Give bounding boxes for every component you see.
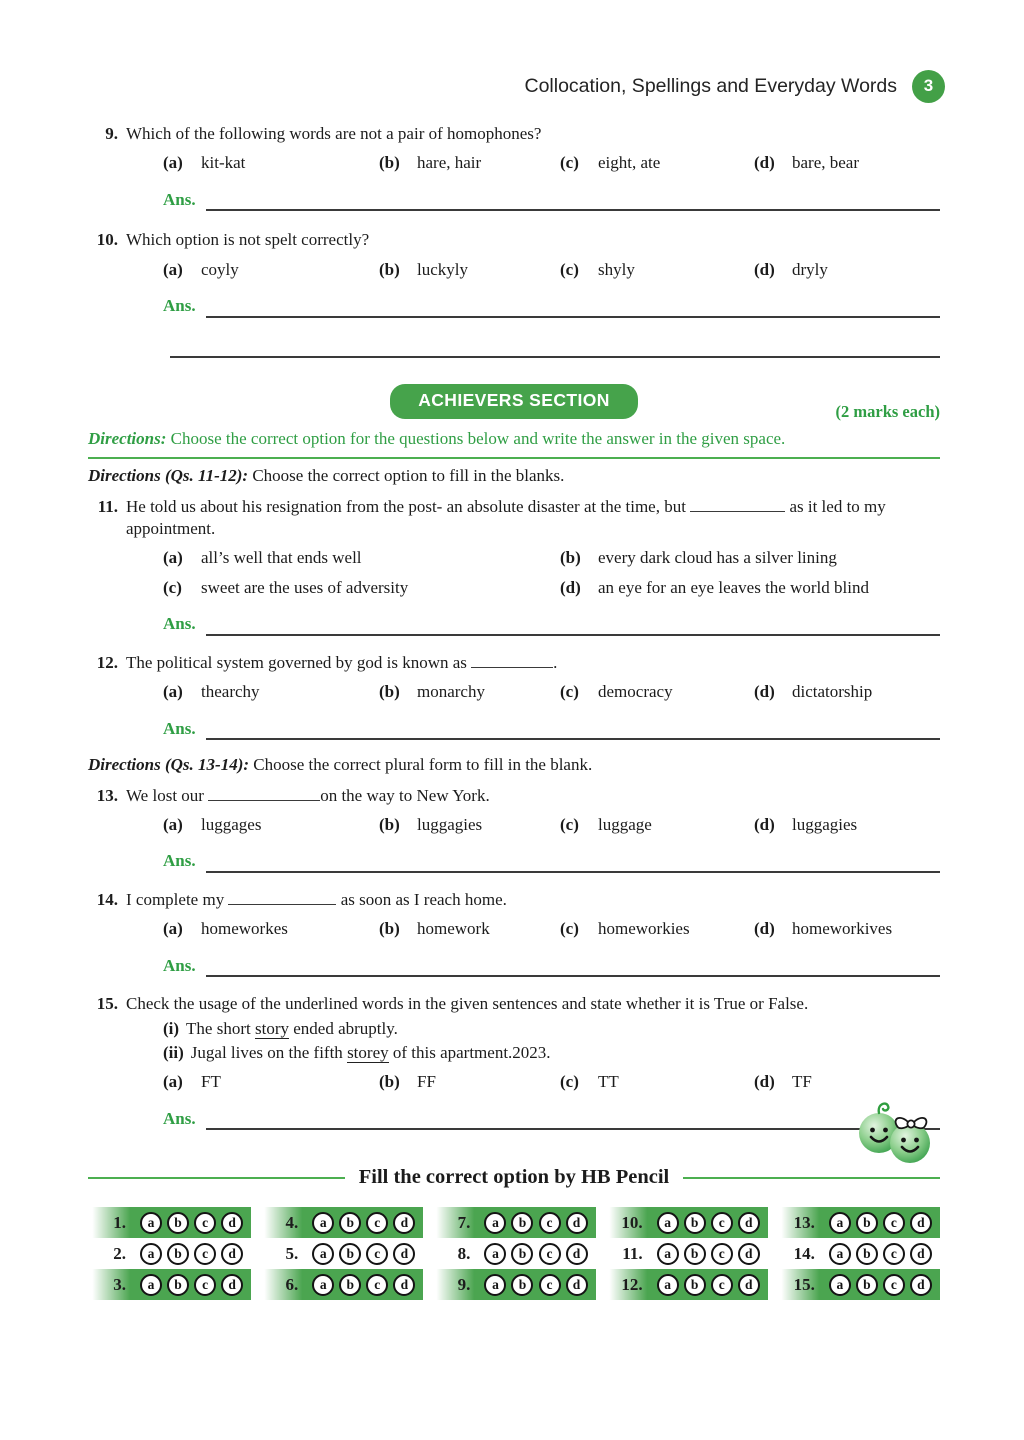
omr-row xyxy=(88,1238,251,1269)
answer-line xyxy=(206,620,940,636)
option-label: (d) xyxy=(560,577,581,597)
omr-bubble-a: a xyxy=(829,1274,851,1296)
answer-row xyxy=(163,189,940,211)
question-10 xyxy=(88,229,940,323)
answer-continuation-line xyxy=(170,356,940,358)
omr-group xyxy=(777,1207,940,1300)
fill-blank xyxy=(471,652,553,667)
omr-bubble-row xyxy=(304,1207,423,1238)
option-label: (b) xyxy=(379,682,400,702)
omr-question-number: 15. xyxy=(777,1269,821,1300)
omr-question-number: 6. xyxy=(260,1269,304,1300)
omr-bubble-a: a xyxy=(657,1243,679,1265)
option xyxy=(379,259,560,281)
omr-question-number: 2. xyxy=(113,1243,126,1263)
option xyxy=(754,152,940,174)
answer-line xyxy=(206,961,940,977)
omr-bubble-row xyxy=(476,1269,595,1300)
question-text: Which of the following words are not a pair of homophones? xyxy=(126,124,542,143)
page-header xyxy=(0,0,1024,103)
omr-bubble-row xyxy=(132,1269,251,1300)
fill-blank xyxy=(690,496,785,511)
option xyxy=(560,814,754,836)
omr-bubble-d: d xyxy=(738,1212,760,1234)
option xyxy=(560,1071,754,1093)
option xyxy=(163,681,379,703)
option xyxy=(163,152,379,174)
directions-label: Directions: xyxy=(88,428,167,448)
omr-bubble-b: b xyxy=(856,1212,878,1234)
option-text: homeworkives xyxy=(792,919,893,939)
omr-question-number: 11. xyxy=(622,1243,643,1263)
answer-line xyxy=(206,195,940,211)
omr-bubble-b: b xyxy=(684,1243,706,1265)
question-options xyxy=(163,814,940,836)
answer-row xyxy=(163,295,940,317)
omr-bubble-c: c xyxy=(539,1243,561,1265)
omr-bubble-c: c xyxy=(194,1274,216,1296)
question-body xyxy=(126,652,940,746)
omr-question-number: 4. xyxy=(260,1207,304,1238)
option xyxy=(379,814,560,836)
sub-sentence-i xyxy=(163,1018,940,1040)
omr-bubble-row xyxy=(132,1207,251,1238)
option xyxy=(560,259,754,281)
question-body xyxy=(126,889,940,983)
omr-bubble-c: c xyxy=(539,1212,561,1234)
option-text: dryly xyxy=(792,259,828,279)
option-label: (d) xyxy=(754,1072,775,1092)
option xyxy=(754,681,940,703)
right-pea-face xyxy=(890,1118,930,1163)
answer-row xyxy=(163,955,940,977)
option xyxy=(754,814,940,836)
option-label: (c) xyxy=(163,577,182,597)
omr-bubble-d: d xyxy=(221,1243,243,1265)
option-text: luckyly xyxy=(417,259,468,279)
omr-bubble-b: b xyxy=(339,1274,361,1296)
option xyxy=(560,547,940,569)
omr-bubble-a: a xyxy=(312,1243,334,1265)
omr-row xyxy=(432,1238,595,1269)
option-label: (c) xyxy=(560,259,579,279)
option xyxy=(560,577,940,599)
question-text: Which option is not spelt correctly? xyxy=(126,230,370,250)
question-number: 14. xyxy=(96,889,118,909)
sub-label: (ii) xyxy=(163,1043,184,1063)
twin-peas-mascot xyxy=(852,1096,940,1168)
question-options xyxy=(163,681,940,703)
directions-qs-13-14 xyxy=(88,754,940,776)
omr-group xyxy=(432,1207,595,1300)
sub-label: (i) xyxy=(163,1018,180,1038)
question-text xyxy=(126,889,940,911)
omr-bubble-c: c xyxy=(194,1243,216,1265)
omr-bubble-b: b xyxy=(167,1243,189,1265)
option-label: (b) xyxy=(560,548,581,568)
omr-group xyxy=(88,1207,251,1300)
question-body xyxy=(126,993,940,1136)
question-13 xyxy=(88,785,940,879)
green-divider xyxy=(88,457,940,459)
fill-blank xyxy=(208,785,320,800)
omr-bubble-row xyxy=(476,1238,595,1269)
omr-question-number: 9. xyxy=(432,1269,476,1300)
omr-bubble-c: c xyxy=(194,1212,216,1234)
question-options xyxy=(163,918,940,940)
answer-label: Ans. xyxy=(163,614,196,634)
omr-bubble-row xyxy=(476,1207,595,1238)
sub-text-pre: The short xyxy=(186,1018,251,1038)
omr-bubble-d: d xyxy=(738,1274,760,1296)
option xyxy=(163,547,560,569)
option xyxy=(379,918,560,940)
option-text: shyly xyxy=(598,259,635,279)
omr-row xyxy=(260,1269,423,1300)
omr-bubble-a: a xyxy=(484,1274,506,1296)
question-options xyxy=(163,1071,940,1093)
omr-bubble-d: d xyxy=(566,1274,588,1296)
option-label: (d) xyxy=(754,682,775,702)
option xyxy=(560,918,754,940)
omr-bubble-c: c xyxy=(711,1212,733,1234)
omr-question-number: 1. xyxy=(88,1207,132,1238)
question-9 xyxy=(88,123,940,217)
answer-label: Ans. xyxy=(163,1108,196,1128)
omr-bubble-c: c xyxy=(711,1274,733,1296)
question-body xyxy=(126,229,940,323)
option-label: (b) xyxy=(379,1072,400,1092)
option-text: luggagies xyxy=(792,814,858,834)
question-text-pre: The political system governed by god is known as xyxy=(126,652,467,672)
omr-bubble-c: c xyxy=(883,1243,905,1265)
option-text: homework xyxy=(417,919,490,939)
omr-question-number: 14. xyxy=(793,1243,815,1263)
option-text: luggages xyxy=(201,814,262,834)
omr-bubble-row xyxy=(649,1207,768,1238)
answer-row xyxy=(163,718,940,740)
omr-bubble-b: b xyxy=(511,1243,533,1265)
omr-bubble-d: d xyxy=(738,1243,760,1265)
omr-question-number: 3. xyxy=(88,1269,132,1300)
answer-label: Ans. xyxy=(163,955,196,975)
omr-bubble-row xyxy=(304,1238,423,1269)
omr-row xyxy=(88,1207,251,1238)
question-body xyxy=(126,123,940,217)
omr-title: Fill the correct option by HB Pencil xyxy=(358,1166,670,1189)
option-label: (a) xyxy=(163,548,183,568)
option-label: (a) xyxy=(163,1072,183,1092)
omr-bubble-b: b xyxy=(167,1274,189,1296)
question-text: Check the usage of the underlined words in the given sentences and state whether it is True or False. xyxy=(126,994,809,1014)
chapter-title: Collocation, Spellings and Everyday Words xyxy=(524,74,897,97)
omr-bubble-d: d xyxy=(393,1243,415,1265)
option-label: (b) xyxy=(379,259,400,279)
omr-bubble-a: a xyxy=(140,1243,162,1265)
omr-bubble-row xyxy=(304,1269,423,1300)
section-directions xyxy=(88,428,940,450)
omr-bubble-a: a xyxy=(484,1243,506,1265)
option-label: (b) xyxy=(379,814,400,834)
directions-text: Choose the correct option to fill in the blanks. xyxy=(252,466,565,486)
omr-bubble-b: b xyxy=(339,1243,361,1265)
option-label: (c) xyxy=(560,153,579,173)
omr-bubble-c: c xyxy=(883,1274,905,1296)
question-number: 13. xyxy=(96,785,118,805)
omr-row xyxy=(432,1269,595,1300)
question-text-pre: I complete my xyxy=(126,889,225,909)
option-text: democracy xyxy=(598,682,673,702)
question-12 xyxy=(88,652,940,746)
underlined-word: story xyxy=(254,1018,289,1038)
option-label: (a) xyxy=(163,919,183,939)
omr-row xyxy=(777,1238,940,1269)
chapter-number-badge: 3 xyxy=(912,70,945,103)
question-text-post: on the way to New York. xyxy=(320,785,490,805)
answer-line xyxy=(206,857,940,873)
question-text-post: as it led to my appointment. xyxy=(126,496,886,539)
answer-row xyxy=(163,1108,940,1130)
omr-bubble-row xyxy=(821,1238,940,1269)
omr-bubble-b: b xyxy=(167,1212,189,1234)
omr-bubble-a: a xyxy=(829,1243,851,1265)
omr-bubble-c: c xyxy=(883,1212,905,1234)
omr-bubble-b: b xyxy=(684,1274,706,1296)
question-15 xyxy=(88,993,940,1136)
omr-bubble-d: d xyxy=(393,1212,415,1234)
directions-qs-11-12 xyxy=(88,465,940,487)
omr-bubble-a: a xyxy=(829,1212,851,1234)
option xyxy=(163,918,379,940)
question-text xyxy=(126,652,940,674)
option xyxy=(560,152,754,174)
option-text: hare, hair xyxy=(417,153,482,173)
omr-group xyxy=(605,1207,768,1300)
omr-row xyxy=(777,1269,940,1300)
omr-bubble-a: a xyxy=(657,1212,679,1234)
omr-question-number: 10. xyxy=(605,1207,649,1238)
omr-bubble-c: c xyxy=(366,1243,388,1265)
omr-bubble-b: b xyxy=(511,1212,533,1234)
omr-group xyxy=(260,1207,423,1300)
option-text: every dark cloud has a silver lining xyxy=(598,548,837,568)
omr-bubble-b: b xyxy=(684,1212,706,1234)
option-label: (a) xyxy=(163,814,183,834)
option-label: (b) xyxy=(379,153,400,173)
option xyxy=(163,259,379,281)
option-text: bare, bear xyxy=(792,153,860,173)
question-14 xyxy=(88,889,940,983)
omr-bubble-c: c xyxy=(366,1212,388,1234)
omr-row xyxy=(88,1269,251,1300)
omr-bubble-row xyxy=(649,1238,768,1269)
option xyxy=(163,1071,379,1093)
question-body xyxy=(126,496,940,642)
option-text: an eye for an eye leaves the world blind xyxy=(598,577,869,597)
option-text: thearchy xyxy=(201,682,260,702)
achievers-banner: ACHIEVERS SECTION xyxy=(390,384,638,419)
marks-note: (2 marks each) xyxy=(835,401,940,421)
omr-bubble-d: d xyxy=(566,1212,588,1234)
omr-bubble-a: a xyxy=(657,1274,679,1296)
question-body xyxy=(126,785,940,879)
option xyxy=(754,259,940,281)
option-label: (c) xyxy=(560,919,579,939)
omr-row xyxy=(432,1207,595,1238)
omr-bubble-d: d xyxy=(910,1212,932,1234)
directions-text: Choose the correct option for the questions below and write the answer in the given space. xyxy=(170,428,786,448)
option-text: coyly xyxy=(201,259,239,279)
omr-question-number: 8. xyxy=(457,1243,471,1263)
omr-bubble-d: d xyxy=(393,1274,415,1296)
omr-bubble-row xyxy=(821,1269,940,1300)
option-label: (c) xyxy=(560,814,579,834)
sub-text-post: of this apartment.2023. xyxy=(392,1043,551,1063)
option-label: (c) xyxy=(560,1072,579,1092)
option-label: (d) xyxy=(754,259,775,279)
question-number: 11. xyxy=(97,496,118,516)
question-number: 12. xyxy=(96,652,118,672)
option xyxy=(379,681,560,703)
omr-question-number: 5. xyxy=(285,1243,299,1263)
omr-bubble-a: a xyxy=(140,1212,162,1234)
green-line-right xyxy=(683,1177,940,1179)
question-number: 10. xyxy=(96,230,118,250)
option xyxy=(379,152,560,174)
option xyxy=(163,814,379,836)
directions-label: Directions (Qs. 13-14): xyxy=(88,755,250,775)
answer-line xyxy=(206,724,940,740)
omr-bubble-b: b xyxy=(511,1274,533,1296)
omr-bubble-a: a xyxy=(312,1274,334,1296)
omr-bubble-c: c xyxy=(711,1243,733,1265)
sub-text-pre: Jugal lives on the fifth xyxy=(190,1043,343,1063)
omr-bubble-a: a xyxy=(140,1274,162,1296)
directions-text: Choose the correct plural form to fill in the blank. xyxy=(253,755,593,775)
omr-question-number: 7. xyxy=(432,1207,476,1238)
question-text xyxy=(126,785,940,807)
question-options xyxy=(163,259,940,281)
directions-label: Directions (Qs. 11-12): xyxy=(88,466,249,486)
answer-line xyxy=(206,301,940,317)
answer-label: Ans. xyxy=(163,189,196,209)
omr-question-number: 13. xyxy=(777,1207,821,1238)
option-text: luggagies xyxy=(417,814,483,834)
omr-bubble-d: d xyxy=(221,1212,243,1234)
omr-title-row xyxy=(88,1164,940,1191)
underlined-word: storey xyxy=(347,1043,389,1063)
omr-bubble-a: a xyxy=(484,1212,506,1234)
question-number: 9. xyxy=(105,124,118,143)
omr-bubble-d: d xyxy=(566,1243,588,1265)
sub-sentence-ii xyxy=(163,1042,940,1064)
green-line-left xyxy=(88,1177,345,1179)
omr-bubble-row xyxy=(132,1238,251,1269)
omr-row xyxy=(777,1207,940,1238)
option xyxy=(163,577,560,599)
option-text: dictatorship xyxy=(792,682,873,702)
answer-label: Ans. xyxy=(163,718,196,738)
omr-bubble-row xyxy=(649,1269,768,1300)
omr-row xyxy=(605,1207,768,1238)
answer-line xyxy=(206,1114,940,1130)
question-text-pre: He told us about his resignation from the post- an absolute disaster at the time, but xyxy=(126,496,686,516)
omr-grid xyxy=(88,1207,940,1300)
option-text: all’s well that ends well xyxy=(201,548,362,568)
answer-label: Ans. xyxy=(163,851,196,871)
option-text: FT xyxy=(201,1072,221,1092)
option-text: kit-kat xyxy=(201,153,246,173)
omr-row xyxy=(605,1238,768,1269)
achievers-section-header xyxy=(88,384,940,419)
omr-bubble-b: b xyxy=(856,1243,878,1265)
option-text: homeworkes xyxy=(201,919,288,939)
option-label: (a) xyxy=(163,682,183,702)
answer-label: Ans. xyxy=(163,296,196,316)
question-text-post: as soon as I reach home. xyxy=(340,889,507,909)
answer-row xyxy=(163,613,940,635)
option-label: (d) xyxy=(754,919,775,939)
question-options xyxy=(163,547,940,599)
omr-row xyxy=(260,1238,423,1269)
omr-bubble-b: b xyxy=(856,1274,878,1296)
omr-bubble-a: a xyxy=(312,1212,334,1234)
option-label: (a) xyxy=(163,153,183,173)
sub-text-post: ended abruptly. xyxy=(293,1018,398,1038)
omr-bubble-b: b xyxy=(339,1212,361,1234)
answer-row xyxy=(163,850,940,872)
question-number: 15. xyxy=(96,994,118,1014)
question-options xyxy=(163,152,940,174)
option-text: monarchy xyxy=(417,682,485,702)
option xyxy=(379,1071,560,1093)
option-text: TT xyxy=(598,1072,619,1092)
omr-row xyxy=(260,1207,423,1238)
omr-bubble-row xyxy=(821,1207,940,1238)
question-text-pre: We lost our xyxy=(126,785,204,805)
omr-row xyxy=(605,1269,768,1300)
omr-bubble-c: c xyxy=(366,1274,388,1296)
omr-bubble-d: d xyxy=(910,1274,932,1296)
question-11 xyxy=(88,496,940,642)
option-label: (c) xyxy=(560,682,579,702)
option-text: luggage xyxy=(598,814,652,834)
option-label: (b) xyxy=(379,919,400,939)
option-text: sweet are the uses of adversity xyxy=(201,577,409,597)
option-text: homeworkies xyxy=(598,919,690,939)
option xyxy=(754,1071,940,1093)
omr-bubble-d: d xyxy=(910,1243,932,1265)
option xyxy=(754,918,940,940)
question-text xyxy=(126,496,940,541)
option-label: (a) xyxy=(163,259,183,279)
fill-blank xyxy=(228,890,336,905)
omr-question-number: 12. xyxy=(605,1269,649,1300)
option-label: (d) xyxy=(754,153,775,173)
omr-bubble-d: d xyxy=(221,1274,243,1296)
option-label: (d) xyxy=(754,814,775,834)
omr-bubble-c: c xyxy=(539,1274,561,1296)
option-text: FF xyxy=(417,1072,436,1092)
option-text: eight, ate xyxy=(598,153,661,173)
option-text: TF xyxy=(792,1072,812,1092)
option xyxy=(560,681,754,703)
question-text-post: . xyxy=(553,652,558,672)
